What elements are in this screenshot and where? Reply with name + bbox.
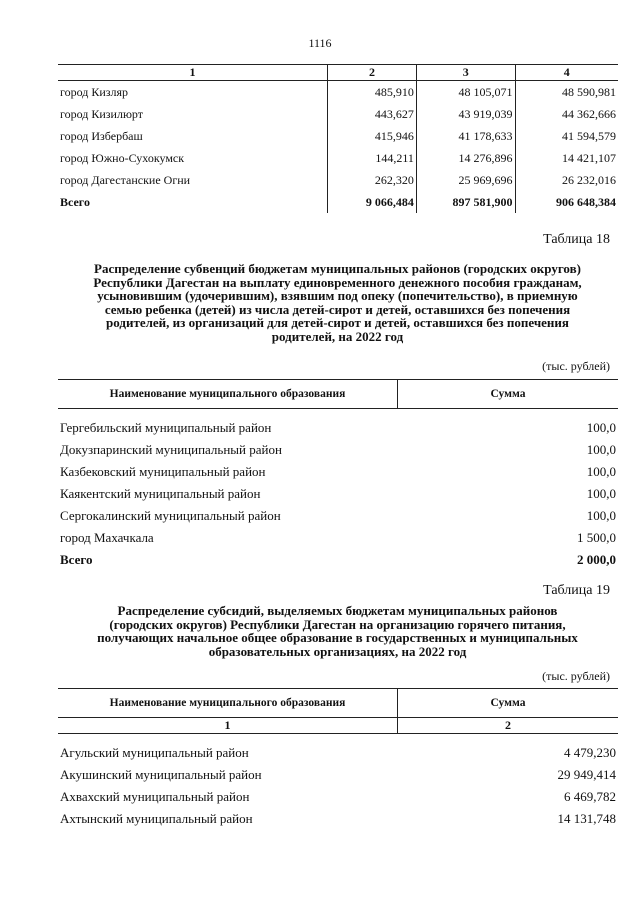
- total-label: Всего: [60, 552, 93, 567]
- row-value-3: 25 969,696: [416, 169, 515, 191]
- row-name: Каякентский муниципальный район: [60, 486, 261, 501]
- table-total-row: [58, 191, 618, 213]
- row-name: город Избербаш: [60, 128, 143, 143]
- title-line: получающих начальное общее образование в государственных и муниципальных: [97, 630, 578, 645]
- row-name: Гергебильский муниципальный район: [60, 420, 272, 435]
- row-value-2: 262,320: [328, 169, 417, 191]
- row-sum: 1 500,0: [577, 530, 616, 545]
- row-name: Сергокалинский муниципальный район: [60, 508, 281, 523]
- title-line: Республики Дагестан на выплату единовременного денежного пособия гражданам,: [93, 274, 582, 290]
- table-19-label: Таблица 19: [543, 583, 610, 598]
- col-header-name: Наименование муниципального образования: [58, 689, 398, 718]
- table-row: [58, 483, 618, 505]
- row-value-2: 144,211: [328, 147, 417, 169]
- row-sum: 6 469,782: [564, 789, 616, 804]
- row-value-3: 14 276,896: [416, 147, 515, 169]
- row-value-2: 443,627: [328, 103, 417, 125]
- table-row: [58, 527, 618, 549]
- row-value-4: 14 421,107: [515, 147, 618, 169]
- table-row: [58, 81, 618, 104]
- table-row: [58, 147, 618, 169]
- table-row: [58, 461, 618, 483]
- row-name: Ахвахский муниципальный район: [60, 789, 250, 804]
- row-value-3: 43 919,039: [416, 103, 515, 125]
- table-18-title: [60, 262, 615, 343]
- col-header-4: 4: [515, 65, 618, 81]
- row-sum: 14 131,748: [557, 811, 616, 826]
- col-header-1: 1: [58, 65, 328, 81]
- title-line: родителей, из организаций для детей-сирот и детей, оставшихся без попечения: [106, 315, 569, 330]
- column-number-row: [58, 718, 618, 734]
- row-value-2: 485,910: [328, 81, 417, 104]
- row-name: город Южно-Сухокумск: [60, 150, 185, 165]
- table-row: [58, 808, 618, 830]
- title-line: Распределение субвенций бюджетам муниципальных районов (городских округов): [94, 261, 581, 276]
- table-header-row: [58, 380, 618, 409]
- col-header-sum: Сумма: [398, 380, 619, 409]
- row-value-4: 48 590,981: [515, 81, 618, 104]
- total-sum: 2 000,0: [577, 552, 616, 567]
- table-header-row: [58, 65, 618, 81]
- table-row: [58, 439, 618, 461]
- table-18-units: (тыс. рублей): [542, 359, 610, 373]
- row-name: Казбековский муниципальный район: [60, 464, 266, 479]
- table-18-label: Таблица 18: [543, 232, 610, 247]
- table-row: [58, 417, 618, 439]
- title-line: (городских округов) Республики Дагестан на организацию горячего питания,: [109, 616, 566, 632]
- row-name: Акушинский муниципальный район: [60, 767, 262, 782]
- spacer-row: [58, 734, 618, 743]
- table-19: [58, 688, 618, 830]
- table-row: [58, 103, 618, 125]
- row-value-4: 41 594,579: [515, 125, 618, 147]
- title-line: образовательных организациях, на 2022 год: [208, 643, 467, 659]
- row-name: Ахтынский муниципальный район: [60, 811, 253, 826]
- title-line: семью ребенка (детей) из числа детей-сирот и детей, оставшихся без попечения: [104, 301, 571, 317]
- col-header-name: Наименование муниципального образования: [58, 380, 398, 409]
- total-value-4: 906 648,384: [515, 191, 618, 213]
- row-sum: 4 479,230: [564, 745, 616, 760]
- total-label: Всего: [60, 194, 90, 209]
- table-row: [58, 505, 618, 527]
- table-18: [58, 379, 618, 571]
- row-sum: 100,0: [586, 486, 616, 501]
- table-row: [58, 764, 618, 786]
- table-row: [58, 169, 618, 191]
- table-19-units: (тыс. рублей): [542, 669, 610, 683]
- row-name: город Кизляр: [60, 84, 129, 99]
- row-value-4: 26 232,016: [515, 169, 618, 191]
- row-name: город Махачкала: [60, 530, 154, 545]
- table-row: [58, 125, 618, 147]
- row-name: Докузпаринский муниципальный район: [60, 442, 282, 457]
- col-number-1: 1: [58, 718, 398, 734]
- row-name: город Кизилюрт: [60, 106, 144, 121]
- title-line: усыновившим (удочерившим), взявшим под опеку (попечительство), в приемную: [97, 288, 578, 303]
- spacer-row: [58, 409, 618, 418]
- row-name: Агульский муниципальный район: [60, 745, 249, 760]
- row-value-3: 41 178,633: [416, 125, 515, 147]
- row-sum: 100,0: [586, 508, 616, 523]
- table-continuation: [58, 64, 618, 213]
- row-value-4: 44 362,666: [515, 103, 618, 125]
- row-value-3: 48 105,071: [416, 81, 515, 104]
- col-header-sum: Сумма: [398, 689, 619, 718]
- table-total-row: [58, 549, 618, 571]
- table-row: [58, 742, 618, 764]
- total-value-3: 897 581,900: [416, 191, 515, 213]
- table-row: [58, 786, 618, 808]
- page-number: 1116: [308, 36, 332, 50]
- row-sum: 29 949,414: [557, 767, 616, 782]
- total-value-2: 9 066,484: [328, 191, 417, 213]
- col-header-3: 3: [416, 65, 515, 81]
- col-number-2: 2: [398, 718, 619, 734]
- row-value-2: 415,946: [328, 125, 417, 147]
- row-sum: 100,0: [586, 464, 616, 479]
- table-19-title: [60, 604, 615, 658]
- col-header-2: 2: [328, 65, 417, 81]
- row-name: город Дагестанские Огни: [60, 172, 191, 187]
- title-line: родителей, на 2022 год: [271, 328, 404, 344]
- row-sum: 100,0: [586, 442, 616, 457]
- table-header-row: [58, 689, 618, 718]
- row-sum: 100,0: [586, 420, 616, 435]
- title-line: Распределение субсидий, выделяемых бюджетам муниципальных районов: [117, 603, 558, 618]
